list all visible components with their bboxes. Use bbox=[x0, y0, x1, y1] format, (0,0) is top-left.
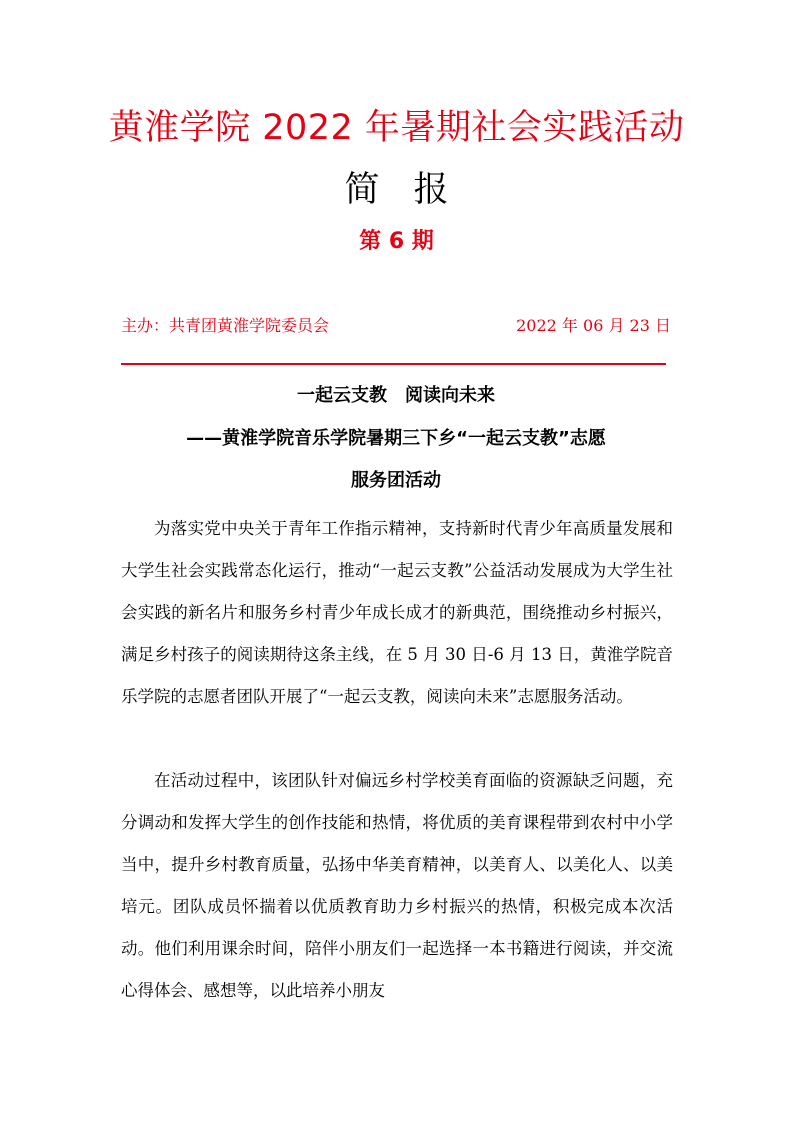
red-divider-line bbox=[121, 363, 666, 365]
article-subtitle-line2: 服务团活动 bbox=[351, 470, 441, 491]
article-paragraph-1 bbox=[121, 508, 673, 718]
bulletin-sub-title: 简报 bbox=[344, 170, 483, 210]
sponsor-text: 主办：共青团黄淮学院委员会 bbox=[121, 316, 330, 335]
paragraph-text: 在活动过程中，该团队针对偏远乡村学校美育面临的资源缺乏问题，充分调动和发挥大学生的创作技能和热情，将优质的美育课程带到农村中小学当中，提升乡村教育质量，弘扬中华美育精神，以美育人、以美化人、以美培元。团队成员怀揣着以优质教育助力乡村振兴的热情，积极完成本次活动。他们利用课余时间，陪伴小朋友们一起选择一本书籍进行阅读，并交流心得体会、感想等，以此培养小朋友 bbox=[121, 771, 673, 1000]
publish-date: 2022 年 06 月 23 日 bbox=[516, 316, 671, 335]
paragraph-text: 为落实党中央关于青年工作指示精神，支持新时代青少年高质量发展和大学生社会实践常态化运行，推动“一起云支教”公益活动发展成为大学生社会实践的新名片和服务乡村青少年成长成才的新典范，围绕推动乡村振兴，满足乡村孩子的阅读期待这条主线，在 5 月 30 日-6 月 13 日，黄淮学院音乐学院的志愿者团队开展了“一起云支教，阅读向未来”志愿服务活动。 bbox=[121, 519, 673, 706]
article-title: 一起云支教 阅读向未来 bbox=[297, 385, 495, 406]
article-paragraph-2 bbox=[121, 760, 673, 1012]
article-subtitle-line1: ——黄淮学院音乐学院暑期三下乡“一起云支教”志愿 bbox=[186, 428, 606, 449]
bulletin-main-title: 黄淮学院 2022 年暑期社会实践活动 bbox=[108, 108, 685, 148]
issue-number: 第 6 期 bbox=[359, 229, 434, 254]
meta-row bbox=[121, 312, 671, 340]
